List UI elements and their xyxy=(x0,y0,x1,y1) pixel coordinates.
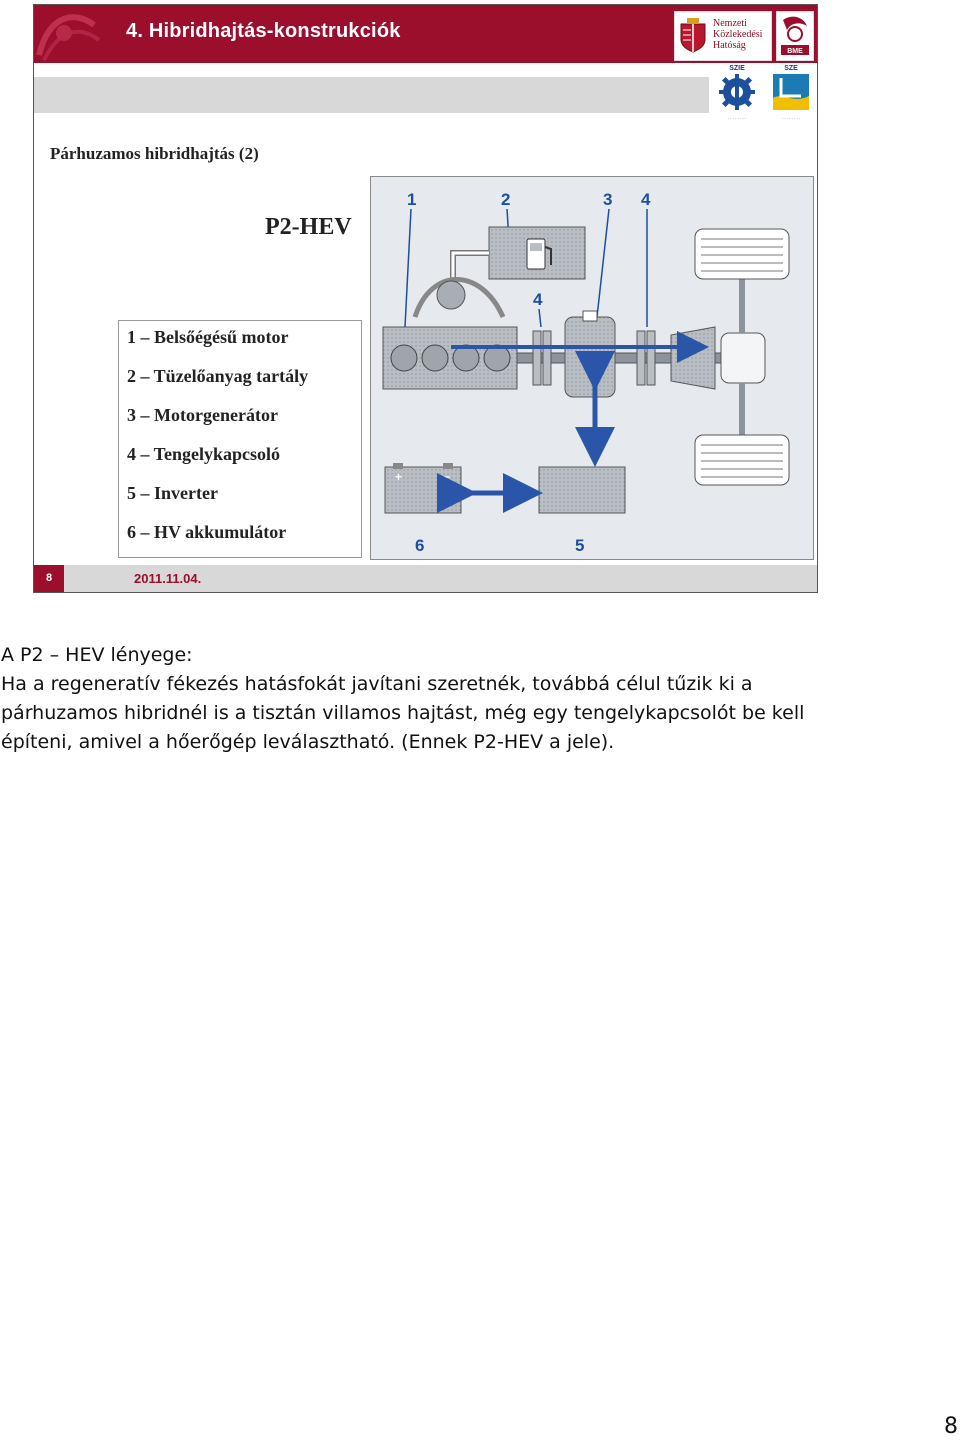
clutch-2-disc-b xyxy=(647,331,655,385)
szie-logo-sub: · · · · · · · · xyxy=(727,116,747,121)
sze-emblem-icon xyxy=(773,74,809,110)
szie-logo xyxy=(714,65,760,121)
bme-emblem-icon xyxy=(777,12,813,60)
differential xyxy=(721,333,765,383)
rear-wheel-top xyxy=(695,229,789,279)
nkh-logo-line-3: Hatóság xyxy=(713,40,746,51)
presentation-slide xyxy=(33,4,818,593)
slide-subtitle: Párhuzamos hibridhajtás (2) xyxy=(50,144,259,163)
label-2: 2 xyxy=(501,190,511,209)
nkh-logo-line-1: Nemzeti xyxy=(713,18,747,29)
component-legend xyxy=(118,320,362,558)
note-line-3: párhuzamos hibridnél is a tisztán villamos hajtást, még egy tengelykapcsolót be kell xyxy=(1,702,805,724)
label-4-mid: 4 xyxy=(533,290,543,309)
hungarian-coat-of-arms-icon xyxy=(679,18,707,54)
header-decoration-icon xyxy=(34,5,104,63)
nkh-logo xyxy=(674,11,772,61)
legend-item-inverter: 5 – Inverter xyxy=(127,483,218,503)
diagram-title: P2-HEV xyxy=(265,214,352,240)
drivetrain-illustration xyxy=(371,177,813,559)
turbo-unit xyxy=(437,281,465,309)
label-3: 3 xyxy=(603,190,613,209)
note-line-2: Ha a regeneratív fékezés hatásfokát javítani szeretnék, továbbá célul tűzik ki a xyxy=(1,673,753,695)
engine-cylinder-1 xyxy=(391,345,417,371)
legend-item-engine: 1 – Belsőégésű motor xyxy=(127,327,289,347)
p2-hev-drivetrain-diagram xyxy=(370,176,814,560)
clutch-2-disc-a xyxy=(637,331,645,385)
szie-logo-label: SZIE xyxy=(729,65,745,72)
label-6: 6 xyxy=(415,536,425,555)
slide-notes xyxy=(1,641,951,757)
sze-logo xyxy=(768,65,814,121)
header-gray-band xyxy=(34,77,709,113)
bme-logo-text: BME xyxy=(787,48,803,55)
label-1: 1 xyxy=(407,190,417,209)
label-4-top: 4 xyxy=(641,190,651,209)
slide-header-bar xyxy=(34,5,666,63)
motor-generator xyxy=(565,317,615,397)
note-line-1: A P2 – HEV lényege: xyxy=(1,644,193,666)
rear-axle-top xyxy=(739,273,745,333)
clutch-1-disc-b xyxy=(543,331,551,385)
slide-date: 2011.11.04. xyxy=(134,571,202,586)
legend-item-motor-generator: 3 – Motorgenerátor xyxy=(127,405,278,425)
battery-plus-icon: + xyxy=(395,470,403,484)
slide-number-badge: 8 xyxy=(34,565,64,592)
engine-cylinder-2 xyxy=(422,345,448,371)
sze-logo-sub: · · · · · · · · xyxy=(781,116,801,121)
leader-line-1 xyxy=(405,209,411,327)
clutch-1-disc-a xyxy=(533,331,541,385)
page-number: 8 xyxy=(944,1414,958,1439)
legend-item-hv-battery: 6 – HV akkumulátor xyxy=(127,522,287,542)
battery-minus-icon: − xyxy=(443,470,451,484)
rear-wheel-bottom xyxy=(695,435,789,485)
fuel-line xyxy=(453,253,489,281)
bme-logo xyxy=(776,11,814,61)
transmission xyxy=(671,327,715,389)
label-5: 5 xyxy=(575,536,585,555)
leader-line-4-mid xyxy=(539,309,541,327)
legend-item-fuel-tank: 2 – Tüzelőanyag tartály xyxy=(127,366,309,386)
nkh-logo-line-2: Közlekedési xyxy=(713,29,763,40)
rear-axle-bottom xyxy=(739,383,745,443)
sze-logo-label: SZE xyxy=(784,65,798,72)
note-line-4: építeni, amivel a hőerőgép leválasztható. (Ennek P2-HEV a jele). xyxy=(1,731,615,753)
slide-title: 4. Hibridhajtás-konstrukciók xyxy=(126,20,401,42)
legend-item-clutch: 4 – Tengelykapcsoló xyxy=(127,444,281,464)
inverter xyxy=(539,467,625,513)
leader-line-3 xyxy=(597,209,609,317)
gear-icon xyxy=(719,74,755,110)
